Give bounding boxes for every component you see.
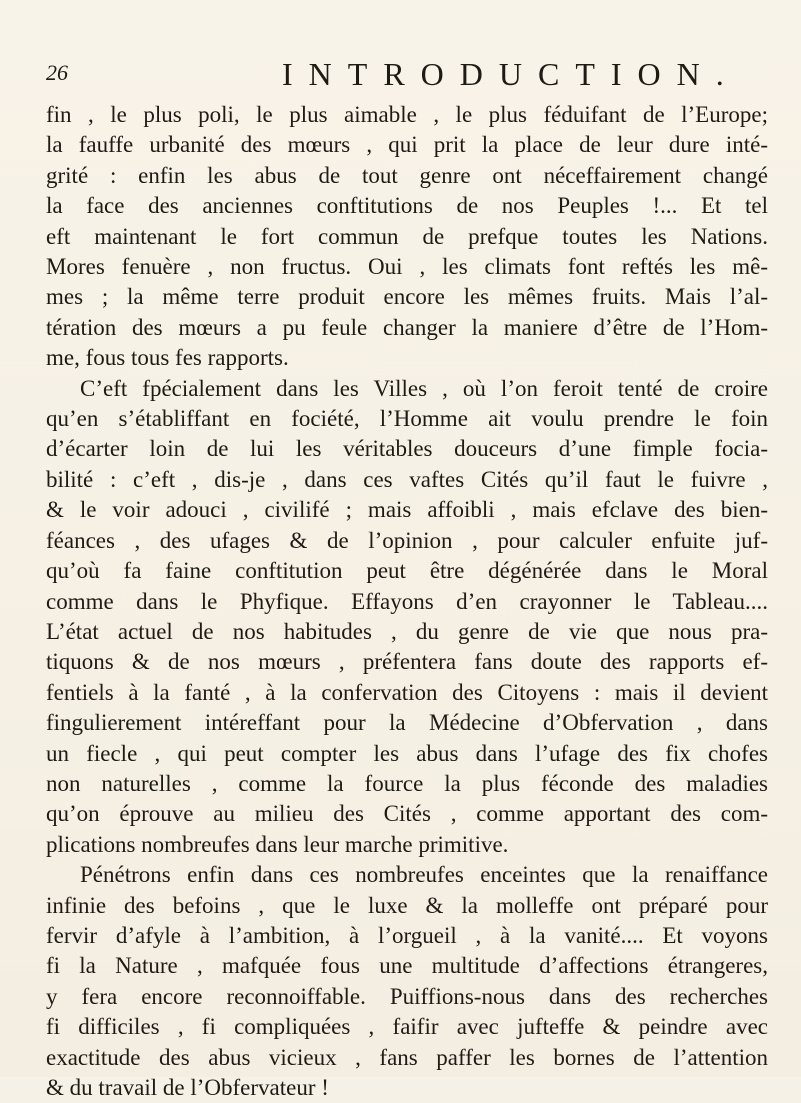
text-line: non naturelles , comme la fource la plus féconde des maladies (46, 770, 768, 796)
text-line: fin , le plus poli, le plus aimable , le plus féduifant de l’Europe; (46, 102, 768, 127)
text-line: y fera encore reconnoiffable. Puiffions-nous dans des recherches (46, 983, 768, 1009)
text-line: mes ; la même terre produit encore les mêmes fruits. Mais l’al- (46, 284, 768, 310)
text-line: exactitude des abus vicieux , fans paffer les bornes de l’attention (46, 1044, 768, 1070)
text-line: d’écarter loin de lui les véritables douceurs d’une fimple focia- (46, 436, 768, 462)
text-line: & le voir adouci , civilifé ; mais affoibli , mais efclave des bien- (46, 497, 768, 523)
page-header (46, 56, 766, 96)
text-line: L’état actuel de nos habitudes , du genre de vie que nous pra- (46, 618, 768, 644)
text-line: infinie des befoins , que le luxe & la molleffe ont préparé pour (46, 892, 768, 918)
text-line: qu’on éprouve au milieu des Cités , comme apportant des com- (46, 801, 768, 827)
text-line: fi difficiles , fi compliquées , faifir avec jufteffe & peindre avec (46, 1014, 768, 1040)
text-line: fingulierement intéreffant pour la Médecine d’Obfervation , dans (46, 710, 768, 736)
text-line: grité : enfin les abus de tout genre ont néceffairement changé (46, 162, 768, 188)
text-line: la fauffe urbanité des mœurs , qui prit la place de leur dure inté- (46, 132, 768, 158)
page-number: 26 (46, 60, 68, 85)
text-line: tération des mœurs a pu feule changer la maniere d’être de l’Hom- (46, 314, 768, 340)
text-line: tiquons & de nos mœurs , préfentera fans doute des rapports ef- (46, 649, 768, 675)
text-line: fentiels à la fanté , à la confervation des Citoyens : mais il devient (46, 679, 768, 705)
text-line: C’eft fpécialement dans les Villes , où l’on feroit tenté de croire (80, 375, 768, 401)
text-line: bilité : c’eft , dis-je , dans ces vaftes Cités qu’il faut le fuivre , (46, 466, 768, 492)
text-line: fervir d’afyle à l’ambition, à l’orgueil , à la vanité.... Et voyons (46, 922, 768, 948)
text-line: qu’en s’établiffant en fociété, l’Homme ait voulu prendre le foin (46, 406, 768, 432)
text-line: & du travail de l’Obfervateur ! (46, 1075, 329, 1100)
text-line: féances , des ufages & de l’opinion , pour calculer enfuite juf- (46, 527, 768, 553)
text-line: Mores fenuère , non fructus. Oui , les climats font reftés les mê- (46, 254, 768, 280)
text-line: Pénétrons enfin dans ces nombreufes enceintes que la renaiffance (80, 862, 768, 888)
text-line: plications nombreufes dans leur marche primitive. (46, 831, 509, 857)
text-line: la face des anciennes conftitutions de nos Peuples !... Et tel (46, 193, 768, 219)
body-text (46, 100, 768, 1103)
text-line: comme dans le Phyfique. Effayons d’en crayonner le Tableau.... (46, 588, 768, 614)
text-line: eft maintenant le fort commun de prefque toutes les Nations. (46, 223, 768, 249)
text-line: fi la Nature , mafquée fous une multitude d’affections étrangeres, (46, 953, 768, 979)
text-line: me, fous tous fes rapports. (46, 345, 289, 371)
running-head: INTRODUCTION. (282, 56, 740, 92)
text-line: qu’où fa faine conftitution peut être dégénérée dans le Moral (46, 558, 768, 584)
text-line: un fiecle , qui peut compter les abus dans l’ufage des fix chofes (46, 740, 768, 766)
